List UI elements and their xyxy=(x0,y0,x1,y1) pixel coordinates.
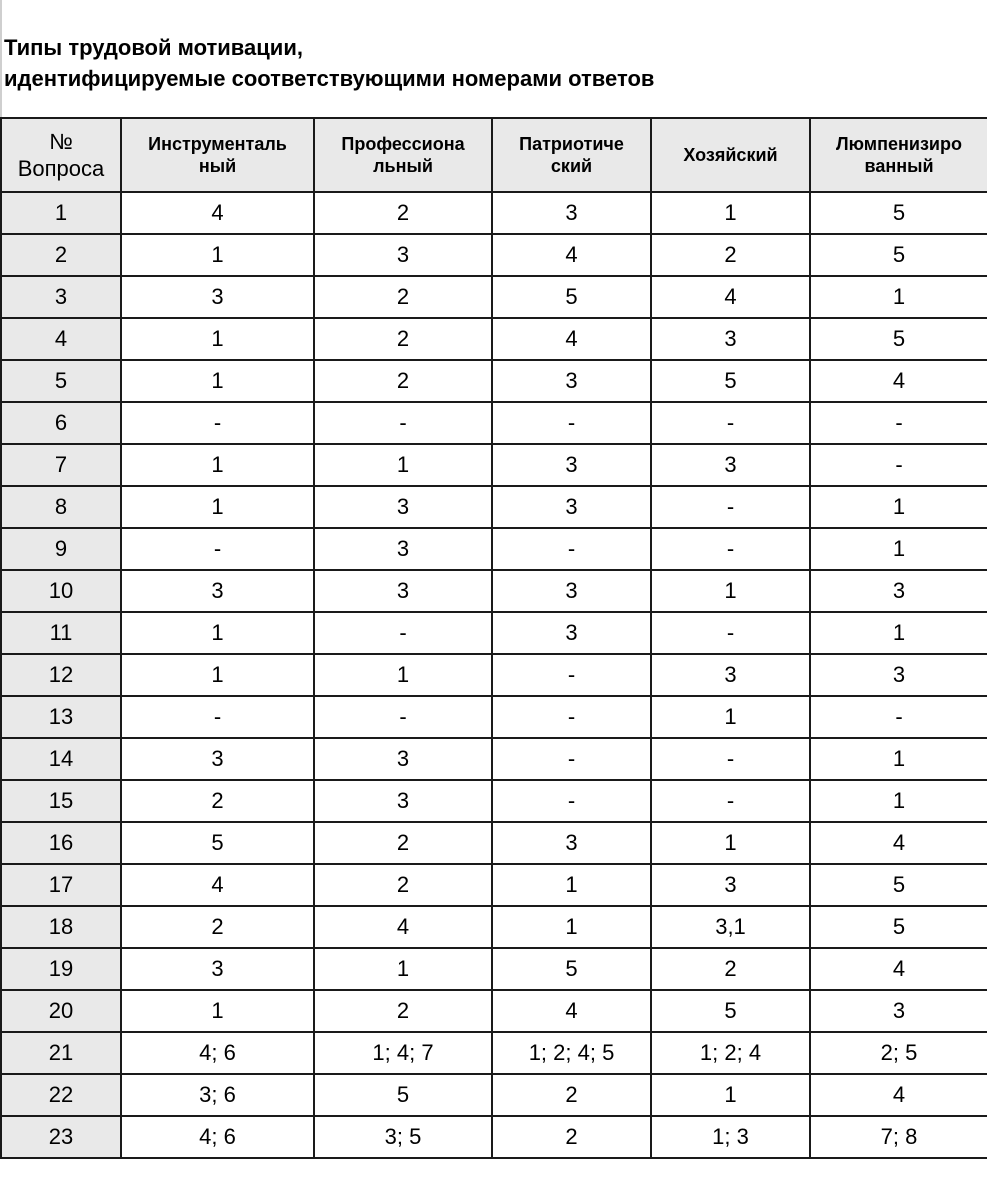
header-row xyxy=(1,118,987,192)
cell-patriotic: 5 xyxy=(492,276,651,318)
cell-patriotic: 4 xyxy=(492,990,651,1032)
table-row xyxy=(1,570,987,612)
cell-question-number: 6 xyxy=(1,402,121,444)
cell-question-number: 20 xyxy=(1,990,121,1032)
cell-professional: 3 xyxy=(314,738,492,780)
table-row xyxy=(1,822,987,864)
cell-master: - xyxy=(651,402,810,444)
header-lumpenized xyxy=(810,118,987,192)
cell-instrumental: 1 xyxy=(121,990,314,1032)
cell-question-number: 22 xyxy=(1,1074,121,1116)
table-row xyxy=(1,1032,987,1074)
title-line-2: идентифицируемые соответствующими номерами ответов xyxy=(4,66,655,91)
cell-instrumental: 1 xyxy=(121,318,314,360)
cell-instrumental: 4; 6 xyxy=(121,1032,314,1074)
cell-instrumental: 1 xyxy=(121,444,314,486)
cell-patriotic: 1; 2; 4; 5 xyxy=(492,1032,651,1074)
cell-professional: 2 xyxy=(314,276,492,318)
cell-professional: 3 xyxy=(314,570,492,612)
cell-instrumental: - xyxy=(121,696,314,738)
cell-patriotic: 3 xyxy=(492,444,651,486)
cell-question-number: 1 xyxy=(1,192,121,234)
table-row xyxy=(1,528,987,570)
cell-master: 3 xyxy=(651,318,810,360)
cell-professional: - xyxy=(314,612,492,654)
table-row xyxy=(1,360,987,402)
cell-instrumental: 3 xyxy=(121,276,314,318)
cell-master: 3 xyxy=(651,444,810,486)
header-lumpenized-line-2: ванный xyxy=(864,156,934,176)
cell-question-number: 12 xyxy=(1,654,121,696)
cell-lumpenized: 1 xyxy=(810,780,987,822)
cell-instrumental: 1 xyxy=(121,486,314,528)
cell-instrumental: 1 xyxy=(121,654,314,696)
table-row xyxy=(1,906,987,948)
table-row xyxy=(1,402,987,444)
cell-question-number: 18 xyxy=(1,906,121,948)
header-patriotic-line-1: Патриотиче xyxy=(519,134,624,154)
cell-lumpenized: 3 xyxy=(810,990,987,1032)
cell-professional: 1 xyxy=(314,654,492,696)
cell-question-number: 5 xyxy=(1,360,121,402)
cell-patriotic: 3 xyxy=(492,570,651,612)
table-header xyxy=(1,118,987,192)
cell-professional: 5 xyxy=(314,1074,492,1116)
cell-question-number: 11 xyxy=(1,612,121,654)
cell-question-number: 17 xyxy=(1,864,121,906)
cell-question-number: 13 xyxy=(1,696,121,738)
cell-professional: 2 xyxy=(314,318,492,360)
header-professional xyxy=(314,118,492,192)
header-professional-line-2: льный xyxy=(373,156,433,176)
cell-patriotic: 4 xyxy=(492,318,651,360)
cell-lumpenized: 7; 8 xyxy=(810,1116,987,1158)
cell-professional: 2 xyxy=(314,990,492,1032)
cell-instrumental: - xyxy=(121,402,314,444)
cell-lumpenized: 2; 5 xyxy=(810,1032,987,1074)
cell-patriotic: 3 xyxy=(492,822,651,864)
cell-question-number: 23 xyxy=(1,1116,121,1158)
cell-master: 4 xyxy=(651,276,810,318)
cell-patriotic: 3 xyxy=(492,612,651,654)
motivation-table xyxy=(0,117,987,1159)
cell-instrumental: 2 xyxy=(121,906,314,948)
cell-master: - xyxy=(651,612,810,654)
table-row xyxy=(1,948,987,990)
cell-instrumental: 1 xyxy=(121,612,314,654)
cell-professional: 2 xyxy=(314,360,492,402)
cell-question-number: 19 xyxy=(1,948,121,990)
cell-question-number: 10 xyxy=(1,570,121,612)
cell-question-number: 21 xyxy=(1,1032,121,1074)
cell-patriotic: 2 xyxy=(492,1074,651,1116)
cell-master: - xyxy=(651,738,810,780)
cell-instrumental: 5 xyxy=(121,822,314,864)
cell-patriotic: 3 xyxy=(492,360,651,402)
header-patriotic-line-2: ский xyxy=(550,156,593,176)
cell-patriotic: 2 xyxy=(492,1116,651,1158)
cell-patriotic: 5 xyxy=(492,948,651,990)
cell-instrumental: 4; 6 xyxy=(121,1116,314,1158)
cell-master: 1 xyxy=(651,192,810,234)
cell-lumpenized: - xyxy=(810,696,987,738)
cell-question-number: 9 xyxy=(1,528,121,570)
header-instrumental-line-1: Инструменталь xyxy=(148,134,287,154)
document-title xyxy=(4,32,654,94)
cell-question-number: 16 xyxy=(1,822,121,864)
header-patriotic xyxy=(492,118,651,192)
left-rule xyxy=(0,0,2,118)
cell-patriotic: 4 xyxy=(492,234,651,276)
header-professional-line-1: Профессиона xyxy=(341,134,465,154)
cell-lumpenized: 5 xyxy=(810,318,987,360)
cell-professional: 2 xyxy=(314,822,492,864)
cell-master: 3,1 xyxy=(651,906,810,948)
table-row xyxy=(1,696,987,738)
cell-lumpenized: 5 xyxy=(810,864,987,906)
cell-patriotic: 1 xyxy=(492,906,651,948)
header-master xyxy=(651,118,810,192)
cell-lumpenized: 1 xyxy=(810,738,987,780)
header-instrumental-line-2: ный xyxy=(198,156,237,176)
cell-professional: 3; 5 xyxy=(314,1116,492,1158)
cell-patriotic: - xyxy=(492,654,651,696)
cell-professional: 3 xyxy=(314,780,492,822)
cell-patriotic: 3 xyxy=(492,192,651,234)
cell-master: 1 xyxy=(651,1074,810,1116)
cell-instrumental: 1 xyxy=(121,360,314,402)
cell-lumpenized: 1 xyxy=(810,528,987,570)
cell-master: 3 xyxy=(651,864,810,906)
table-row xyxy=(1,1074,987,1116)
cell-professional: 1 xyxy=(314,948,492,990)
table-body xyxy=(1,192,987,1158)
cell-professional: 2 xyxy=(314,192,492,234)
cell-question-number: 4 xyxy=(1,318,121,360)
cell-patriotic: - xyxy=(492,402,651,444)
table-row xyxy=(1,654,987,696)
cell-instrumental: 3 xyxy=(121,948,314,990)
header-master-line-1: Хозяйский xyxy=(683,145,778,165)
cell-professional: 3 xyxy=(314,528,492,570)
cell-master: 1 xyxy=(651,822,810,864)
cell-instrumental: 4 xyxy=(121,864,314,906)
cell-instrumental: 1 xyxy=(121,234,314,276)
cell-professional: 1 xyxy=(314,444,492,486)
cell-patriotic: - xyxy=(492,780,651,822)
table-row xyxy=(1,486,987,528)
cell-master: 1; 3 xyxy=(651,1116,810,1158)
cell-lumpenized: 4 xyxy=(810,822,987,864)
cell-lumpenized: 1 xyxy=(810,486,987,528)
cell-lumpenized: 5 xyxy=(810,192,987,234)
cell-patriotic: - xyxy=(492,738,651,780)
cell-master: 2 xyxy=(651,948,810,990)
header-question-number-line-2: Вопроса xyxy=(17,156,105,181)
cell-master: - xyxy=(651,780,810,822)
cell-master: 1 xyxy=(651,696,810,738)
cell-instrumental: - xyxy=(121,528,314,570)
cell-lumpenized: 4 xyxy=(810,948,987,990)
cell-master: 5 xyxy=(651,360,810,402)
header-lumpenized-line-1: Люмпенизиро xyxy=(836,134,962,154)
table-row xyxy=(1,192,987,234)
cell-lumpenized: - xyxy=(810,402,987,444)
cell-master: 2 xyxy=(651,234,810,276)
cell-lumpenized: 5 xyxy=(810,234,987,276)
cell-professional: - xyxy=(314,402,492,444)
cell-professional: 1; 4; 7 xyxy=(314,1032,492,1074)
cell-master: 3 xyxy=(651,654,810,696)
cell-instrumental: 4 xyxy=(121,192,314,234)
cell-master: 5 xyxy=(651,990,810,1032)
cell-professional: 3 xyxy=(314,234,492,276)
cell-lumpenized: - xyxy=(810,444,987,486)
table-row xyxy=(1,738,987,780)
cell-patriotic: 3 xyxy=(492,486,651,528)
cell-lumpenized: 4 xyxy=(810,1074,987,1116)
table-row xyxy=(1,444,987,486)
cell-lumpenized: 3 xyxy=(810,654,987,696)
table-row xyxy=(1,780,987,822)
cell-instrumental: 3 xyxy=(121,738,314,780)
cell-professional: - xyxy=(314,696,492,738)
table-row xyxy=(1,864,987,906)
cell-patriotic: - xyxy=(492,528,651,570)
cell-patriotic: 1 xyxy=(492,864,651,906)
title-line-1: Типы трудовой мотивации, xyxy=(4,35,303,60)
table-row xyxy=(1,276,987,318)
cell-professional: 4 xyxy=(314,906,492,948)
cell-instrumental: 2 xyxy=(121,780,314,822)
header-instrumental xyxy=(121,118,314,192)
cell-lumpenized: 5 xyxy=(810,906,987,948)
cell-lumpenized: 3 xyxy=(810,570,987,612)
cell-instrumental: 3 xyxy=(121,570,314,612)
cell-lumpenized: 4 xyxy=(810,360,987,402)
cell-professional: 2 xyxy=(314,864,492,906)
header-question-number xyxy=(1,118,121,192)
cell-question-number: 2 xyxy=(1,234,121,276)
table-row xyxy=(1,1116,987,1158)
cell-lumpenized: 1 xyxy=(810,612,987,654)
table-row xyxy=(1,318,987,360)
cell-instrumental: 3; 6 xyxy=(121,1074,314,1116)
table-row xyxy=(1,234,987,276)
header-question-number-line-1: № xyxy=(49,129,73,154)
cell-master: - xyxy=(651,486,810,528)
cell-patriotic: - xyxy=(492,696,651,738)
cell-question-number: 7 xyxy=(1,444,121,486)
cell-lumpenized: 1 xyxy=(810,276,987,318)
cell-question-number: 8 xyxy=(1,486,121,528)
cell-master: 1 xyxy=(651,570,810,612)
cell-master: - xyxy=(651,528,810,570)
table-row xyxy=(1,990,987,1032)
cell-question-number: 3 xyxy=(1,276,121,318)
cell-professional: 3 xyxy=(314,486,492,528)
cell-question-number: 15 xyxy=(1,780,121,822)
cell-master: 1; 2; 4 xyxy=(651,1032,810,1074)
cell-question-number: 14 xyxy=(1,738,121,780)
table-row xyxy=(1,612,987,654)
